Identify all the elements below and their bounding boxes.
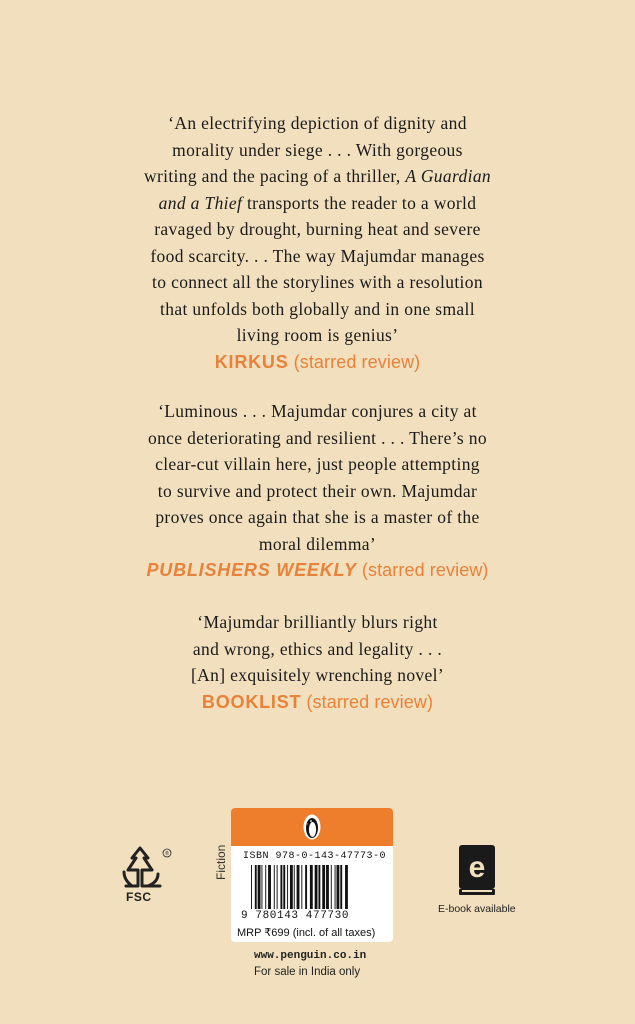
- barcode-bar: [280, 865, 282, 909]
- ebook-label: E-book available: [438, 903, 516, 915]
- book-title: and a Thief: [158, 192, 243, 213]
- quote-line: ravaged by drought, burning heat and severe: [154, 219, 481, 239]
- barcode-bars: [249, 865, 389, 909]
- barcode-bar: [297, 865, 300, 909]
- barcode-bar: [261, 865, 262, 909]
- barcode-bar: [268, 865, 271, 909]
- quote-line: ‘An electrifying depiction of dignity and: [168, 113, 467, 133]
- penguin-logo-icon: [303, 814, 321, 840]
- quote-line: proves once again that she is a master of the: [155, 507, 480, 527]
- source-note: (starred review): [301, 691, 434, 712]
- barcode-bar: [258, 865, 261, 909]
- barcode-bar: [277, 865, 278, 909]
- review-kirkus: [40, 110, 595, 375]
- review-publishers-weekly: [40, 398, 595, 583]
- quote-line: food scarcity. . . The way Majumdar manages: [150, 245, 485, 266]
- publisher-band: [231, 808, 393, 846]
- barcode-bar: [255, 865, 257, 909]
- barcode-bar: [315, 865, 318, 909]
- barcode-bar: [287, 865, 288, 909]
- ebook-letter: e: [468, 851, 486, 884]
- barcode-bar: [337, 865, 340, 909]
- quote-line: to connect all the storylines with a resolution: [152, 272, 483, 292]
- quote-line: ‘Majumdar brilliantly blurs right: [197, 612, 438, 632]
- barcode-bar: [265, 865, 266, 909]
- source-publication: KIRKUS: [214, 351, 289, 372]
- barcode-bar: [294, 865, 295, 909]
- source-note: (starred review): [356, 560, 489, 580]
- book-title: A Guardian: [405, 166, 492, 186]
- source-note: (starred review): [288, 351, 421, 372]
- quote-line: moral dilemma’: [258, 533, 377, 554]
- barcode-bar: [305, 865, 307, 909]
- isbn-label: ISBN 978-0-143-47773-0: [243, 851, 387, 862]
- quote-line: ‘Luminous . . . Majumdar conjures a city at: [158, 401, 477, 421]
- quote-line: once deteriorating and resilient . . . There’s no: [147, 427, 487, 448]
- review-source: [40, 349, 595, 375]
- barcode-bar: [251, 865, 252, 909]
- barcode-bar: [283, 865, 285, 909]
- quote-line: and wrong, ethics and legality . . .: [192, 638, 443, 659]
- review-source: [40, 689, 595, 715]
- barcode-bar: [345, 865, 348, 909]
- fsc-label: FSC: [126, 890, 152, 904]
- ebook-icon: [457, 843, 497, 897]
- category-label: Fiction: [214, 844, 228, 880]
- source-publication: BOOKLIST: [201, 691, 302, 712]
- barcode-bar: [331, 865, 332, 909]
- quote-line: that unfolds both globally and in one small: [160, 298, 475, 319]
- quote-line: morality under siege . . . With gorgeous: [172, 139, 463, 160]
- review-booklist: [40, 609, 595, 715]
- barcode-bar: [318, 865, 320, 909]
- review-source: [40, 557, 595, 583]
- source-publication: PUBLISHERS WEEKLY: [146, 560, 357, 580]
- barcode-bar: [274, 865, 275, 909]
- quote-line: writing and the pacing of a thriller, A Guardian: [143, 166, 492, 186]
- barcode-panel: [231, 808, 393, 942]
- barcode-number: 9 780143 477730: [241, 910, 350, 922]
- price-label: MRP ₹699 (incl. of all taxes): [237, 927, 376, 939]
- quote-line: [An] exquisitely wrenching novel’: [190, 665, 445, 685]
- barcode-bar: [326, 865, 329, 909]
- quote-line: and a Thief transports the reader to a world: [158, 192, 477, 213]
- barcode-bar: [322, 865, 325, 909]
- quote-line: clear-cut villain here, just people attempting: [155, 454, 480, 474]
- barcode-bar: [310, 865, 313, 909]
- barcode-bar: [335, 865, 336, 909]
- quote-line: to survive and protect their own. Majumdar: [157, 480, 478, 501]
- barcode-bar: [340, 865, 342, 909]
- fsc-registered-mark: ®: [165, 851, 169, 857]
- publisher-website: www.penguin.co.in: [254, 950, 367, 962]
- barcode-bar: [290, 865, 293, 909]
- sale-note: For sale in India only: [254, 966, 361, 978]
- barcode-bar: [301, 865, 302, 909]
- quote-line: living room is genius’: [236, 325, 399, 345]
